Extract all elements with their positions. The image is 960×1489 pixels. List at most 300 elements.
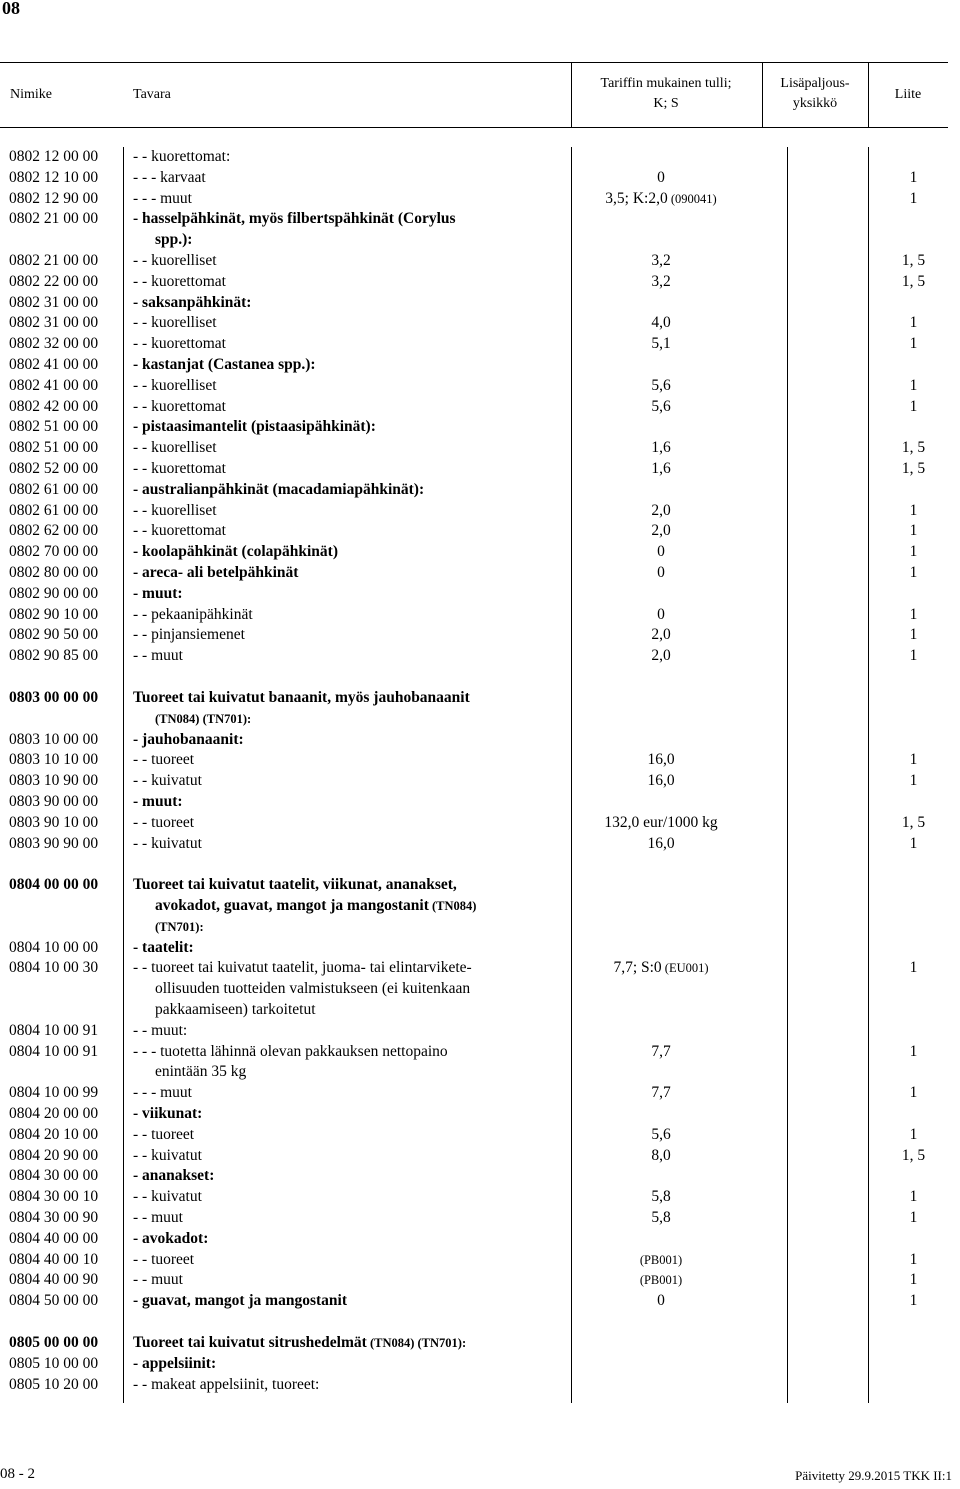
goods-description [123,958,561,1020]
goods-description [123,1208,561,1229]
duty-value: 2,0 [651,647,671,665]
duty-value: 7,7 [651,1042,671,1060]
description-line [133,1187,555,1208]
tariff-code: 0804 30 00 90 [9,1209,99,1227]
table-row [0,168,960,189]
description-text: - - kuorelliset [133,251,217,269]
description-text: - - - muut [133,189,192,207]
annex-note: 1 [909,501,918,519]
description-line [133,417,555,438]
description-line [133,272,555,293]
goods-description [123,147,561,168]
table-row [0,771,960,792]
tariff-code: 0802 12 00 00 [9,148,99,165]
goods-description [123,1187,561,1208]
description-line [133,168,555,189]
duty-rate [561,1250,761,1271]
description-line [133,1291,555,1312]
goods-description [123,501,561,522]
description-line [133,979,555,1000]
tariff-code: 0802 12 90 00 [9,189,99,207]
goods-description [123,521,561,542]
tariff-code: 0803 90 10 00 [9,813,99,831]
description-text: - - kuorelliset [133,314,217,332]
table-row [0,501,960,522]
duty-rate [561,397,761,418]
header-tulli-line1: Tariffin mukainen tulli; [600,76,732,91]
goods-description [123,1375,561,1396]
tariff-code: 0802 90 10 00 [9,605,99,623]
duty-rate [561,1291,761,1312]
description-line [133,501,555,522]
description-text: enintään 35 kg [155,1063,247,1081]
table-row [0,563,960,584]
table-row [0,251,960,272]
goods-description [123,1250,561,1271]
duty-rate [561,646,761,667]
description-text: - - kuorettomat: [133,148,231,165]
annex-note: 1 [909,626,918,644]
duty-value: 4,0 [651,314,671,332]
description-text: ollisuuden tuotteiden valmistukseen (ei kuitenkaan [155,980,471,998]
description-text: - - tuoreet [133,1125,195,1143]
table-row [0,272,960,293]
description-text: - - - muut [133,1084,192,1102]
goods-description [123,646,561,667]
table-row [0,1333,960,1354]
update-date: Päivitetty 29.9.2015 TKK II:1 [795,1468,952,1483]
tariff-code: 0805 10 20 00 [9,1375,99,1393]
description-text: Tuoreet tai kuivatut sitrushedelmät [133,1334,367,1352]
tariff-code: 0802 51 00 00 [9,418,99,436]
header-lisa-line2: yksikkö [792,96,838,111]
duty-rate [561,334,761,355]
description-line [133,605,555,626]
duty-value: 3,2 [651,272,671,290]
description-line [133,1000,555,1021]
tariff-code: 0802 31 00 00 [9,314,99,332]
annex-note: 1 [909,522,918,540]
annex-note: 1 [909,1271,918,1289]
tariff-code: 0802 22 00 00 [9,272,99,290]
goods-description [123,272,561,293]
header-tavara: Tavara [133,87,171,102]
table-row [0,209,960,251]
annex-note: 1 [909,1292,918,1310]
goods-description [123,1104,561,1125]
header-liite: Liite [894,87,922,102]
table-row [0,189,960,210]
duty-rate [561,521,761,542]
tariff-code: 0802 70 00 00 [9,543,99,561]
goods-description [123,584,561,605]
duty-rate [561,1187,761,1208]
description-text: Tuoreet tai kuivatut banaanit, myös jauhobanaanit [133,688,470,706]
description-text: - - makeat appelsiinit, tuoreet: [133,1375,320,1393]
table-row [0,688,960,730]
annex-note: 1 [909,1209,918,1227]
goods-description [123,251,561,272]
table-row [0,646,960,667]
goods-description [123,771,561,792]
duty-value: 5,1 [651,335,671,353]
goods-description [123,1354,561,1375]
tariff-code: 0802 21 00 00 [9,251,99,269]
goods-description [123,313,561,334]
goods-description [123,334,561,355]
table-row [0,1229,960,1250]
description-text: - - kuivatut [133,772,202,790]
description-line [133,730,555,751]
table-row [0,459,960,480]
duty-value: 2,0 [651,522,671,540]
duty-rate [561,750,761,771]
annex-note: 1 [909,335,918,353]
goods-description [123,480,561,501]
tariff-code: 0802 90 50 00 [9,626,99,644]
goods-description [123,688,561,730]
tariff-code: 0802 90 00 00 [9,584,99,602]
description-line [133,563,555,584]
description-line [133,209,555,230]
duty-rate [561,834,761,855]
table-row [0,938,960,959]
annex-note: 1 [909,605,918,623]
duty-rate [561,501,761,522]
description-line [133,1250,555,1271]
tariff-note-ref: (TN084) (TN701): [155,711,252,726]
tariff-note-ref: (TN701): [155,919,204,934]
table-row [0,813,960,834]
tariff-code: 0805 00 00 00 [9,1334,99,1352]
annex-note: 1 [909,397,918,415]
description-line [133,1333,555,1354]
goods-description [123,542,561,563]
duty-note-ref: (EU001) [661,961,709,976]
duty-value: 0 [657,563,665,581]
duty-rate [561,542,761,563]
description-line [133,313,555,334]
description-line [133,584,555,605]
duty-value: 16,0 [647,751,675,769]
description-line [133,459,555,480]
duty-rate [561,313,761,334]
tariff-code: 0802 42 00 00 [9,397,99,415]
table-row [0,355,960,376]
duty-value: 7,7; S:0 [613,959,662,977]
table-row [0,313,960,334]
tariff-code: 0802 31 00 00 [9,293,99,311]
table-row [0,1208,960,1229]
description-text: - - muut [133,1209,183,1227]
description-line [133,1354,555,1375]
table-row [0,147,960,168]
annex-note: 1 [909,834,918,852]
goods-description [123,1021,561,1042]
table-row [0,605,960,626]
header-top-rule [0,62,948,63]
description-text: - - tuoreet [133,751,195,769]
table-row [0,1166,960,1187]
tariff-code: 0802 41 00 00 [9,376,99,394]
goods-description [123,730,561,751]
tariff-code: 0802 90 85 00 [9,647,99,665]
duty-note-ref: (090041) [667,191,717,206]
description-line [133,189,555,210]
duty-value: 7,7 [651,1084,671,1102]
table-row [0,293,960,314]
description-line [133,792,555,813]
tariff-code: 0802 32 00 00 [9,335,99,353]
annex-note: 1, 5 [901,813,926,831]
duty-rate [561,1125,761,1146]
description-text: - avokadot: [133,1229,209,1247]
duty-note-ref: (PB001) [639,1273,683,1288]
goods-description [123,355,561,376]
table-row [0,1083,960,1104]
description-line [133,958,555,979]
description-text: - - kuivatut [133,834,202,852]
annex-note: 1 [909,543,918,561]
description-line [133,397,555,418]
duty-rate [561,272,761,293]
goods-description [123,792,561,813]
section-gap [0,667,960,688]
description-text: - jauhobanaanit: [133,730,244,748]
header-lisa-line1: Lisäpaljous- [780,76,850,91]
annex-note: 1 [909,189,918,207]
goods-description [123,1083,561,1104]
duty-value: 5,8 [651,1188,671,1206]
description-line [133,1229,555,1250]
duty-value: 5,8 [651,1209,671,1227]
description-text: - muut: [133,584,183,602]
annex-note: 1, 5 [901,1146,926,1164]
tariff-table [0,147,960,1395]
annex-note: 1 [909,751,918,769]
goods-description [123,459,561,480]
table-row [0,521,960,542]
duty-rate [561,459,761,480]
goods-description [123,417,561,438]
description-line [133,1270,555,1291]
description-text: - - kuorettomat [133,397,226,415]
tariff-code: 0804 10 00 99 [9,1084,99,1102]
description-line [133,1083,555,1104]
description-line [133,1166,555,1187]
tariff-code: 0804 30 00 00 [9,1167,99,1185]
page-number: 08 - 2 [0,1466,35,1482]
description-text: - koolapähkinät (colapähkinät) [133,543,338,561]
description-text: - - pekaanipähkinät [133,605,253,623]
description-text: - - pinjansiemenet [133,626,245,644]
tariff-code: 0802 21 00 00 [9,210,99,228]
description-line [133,896,555,917]
table-row [0,1291,960,1312]
header-tulli-line2: K; S [653,96,679,111]
tariff-code: 0803 10 10 00 [9,751,99,769]
table-row [0,1104,960,1125]
goods-description [123,1125,561,1146]
goods-description [123,1270,561,1291]
table-row [0,1021,960,1042]
duty-value: 1,6 [651,439,671,457]
duty-value: 0 [657,543,665,561]
description-text: - - kuivatut [133,1188,202,1206]
duty-value: 5,6 [651,397,671,415]
duty-value: 3,5; K:2,0 [605,189,668,207]
goods-description [123,376,561,397]
duty-rate [561,189,761,210]
description-line [133,438,555,459]
description-line [133,688,555,709]
annex-note: 1 [909,314,918,332]
annex-note: 1 [909,1084,918,1102]
header-divider-3 [868,62,869,127]
annex-note: 1 [909,563,918,581]
duty-rate [561,813,761,834]
table-row [0,417,960,438]
description-text: - appelsiinit: [133,1354,217,1372]
description-text: - pistaasimantelit (pistaasipähkinät): [133,418,376,436]
table-row [0,750,960,771]
table-row [0,1250,960,1271]
tariff-code: 0804 20 90 00 [9,1146,99,1164]
description-text: - - kuorettomat [133,335,226,353]
description-text: - - tuoreet [133,813,195,831]
description-line [133,1146,555,1167]
header-tulli [571,74,761,114]
duty-rate [561,625,761,646]
duty-value: 8,0 [651,1146,671,1164]
annex-note: 1 [909,168,918,186]
description-text: avokadot, guavat, mangot ja mangostanit [155,897,429,915]
annex-note: 1 [909,1042,918,1060]
table-row [0,542,960,563]
description-line [133,834,555,855]
annex-note: 1, 5 [901,459,926,477]
annex-note: 1 [909,1188,918,1206]
description-text: - - kuorelliset [133,376,217,394]
table-row [0,376,960,397]
duty-rate [561,958,761,979]
annex-note: 1 [909,376,918,394]
description-line [133,355,555,376]
duty-value: 2,0 [651,501,671,519]
table-row [0,480,960,501]
tariff-code: 0804 10 00 30 [9,959,99,977]
tariff-code: 0803 90 00 00 [9,792,99,810]
description-line [133,293,555,314]
description-text: - - kuorettomat [133,522,226,540]
tariff-note-ref: (TN084) (TN701): [366,1336,467,1351]
description-line [133,646,555,667]
tariff-code: 0804 30 00 10 [9,1188,99,1206]
description-text: - - tuoreet [133,1250,195,1268]
goods-description [123,625,561,646]
tariff-code: 0804 10 00 91 [9,1042,99,1060]
header-divider-2 [762,62,763,127]
table-row [0,792,960,813]
table-row [0,1375,960,1396]
goods-description [123,397,561,418]
duty-value: 1,6 [651,459,671,477]
description-line [133,813,555,834]
description-text: Tuoreet tai kuivatut taatelit, viikunat, ananakset, [133,876,457,894]
tariff-code: 0802 41 00 00 [9,355,99,373]
table-row [0,334,960,355]
section-gap [0,1312,960,1333]
duty-value: 0 [657,168,665,186]
goods-description [123,209,561,251]
duty-rate [561,1270,761,1291]
table-row [0,1125,960,1146]
table-row [0,397,960,418]
description-text: - - - karvaat [133,168,206,186]
section-gap [0,854,960,875]
description-line [133,480,555,501]
annex-note: 1 [909,647,918,665]
duty-value: 0 [657,605,665,623]
goods-description [123,293,561,314]
description-text: - taatelit: [133,938,194,956]
tariff-code: 0802 51 00 00 [9,439,99,457]
duty-note-ref: (PB001) [639,1252,683,1267]
description-text: - - muut: [133,1021,188,1039]
description-line [133,521,555,542]
annex-note: 1, 5 [901,439,926,457]
duty-rate [561,771,761,792]
tariff-code: 0802 12 10 00 [9,168,99,186]
description-text: - - - tuotetta lähinnä olevan pakkauksen nettopaino [133,1042,448,1060]
description-line [133,625,555,646]
goods-description [123,834,561,855]
header-lisapaljousyksikko [762,74,868,114]
annex-note: 1 [909,959,918,977]
header-divider-1 [571,62,572,127]
description-text: - - muut [133,1271,183,1289]
description-line [133,147,555,168]
description-text: - muut: [133,792,183,810]
goods-description [123,563,561,584]
description-text: - ananakset: [133,1167,215,1185]
goods-description [123,813,561,834]
goods-description [123,1166,561,1187]
duty-value: 5,6 [651,1125,671,1143]
table-row [0,958,960,1020]
duty-rate [561,251,761,272]
description-line [133,542,555,563]
annex-note: 1 [909,1250,918,1268]
description-line [133,771,555,792]
duty-value: 16,0 [647,772,675,790]
goods-description [123,1146,561,1167]
description-line [133,251,555,272]
description-text: - saksanpähkinät: [133,293,252,311]
description-text: - - kuorettomat [133,272,226,290]
description-line [133,1104,555,1125]
table-row [0,1354,960,1375]
goods-description [123,875,561,937]
duty-value: 132,0 eur/1000 kg [604,813,718,831]
duty-rate [561,1083,761,1104]
tariff-code: 0802 80 00 00 [9,563,99,581]
duty-value: 0 [657,1292,665,1310]
tariff-code: 0804 40 00 00 [9,1229,99,1247]
goods-description [123,1229,561,1250]
table-row [0,438,960,459]
description-text: - viikunat: [133,1105,203,1123]
